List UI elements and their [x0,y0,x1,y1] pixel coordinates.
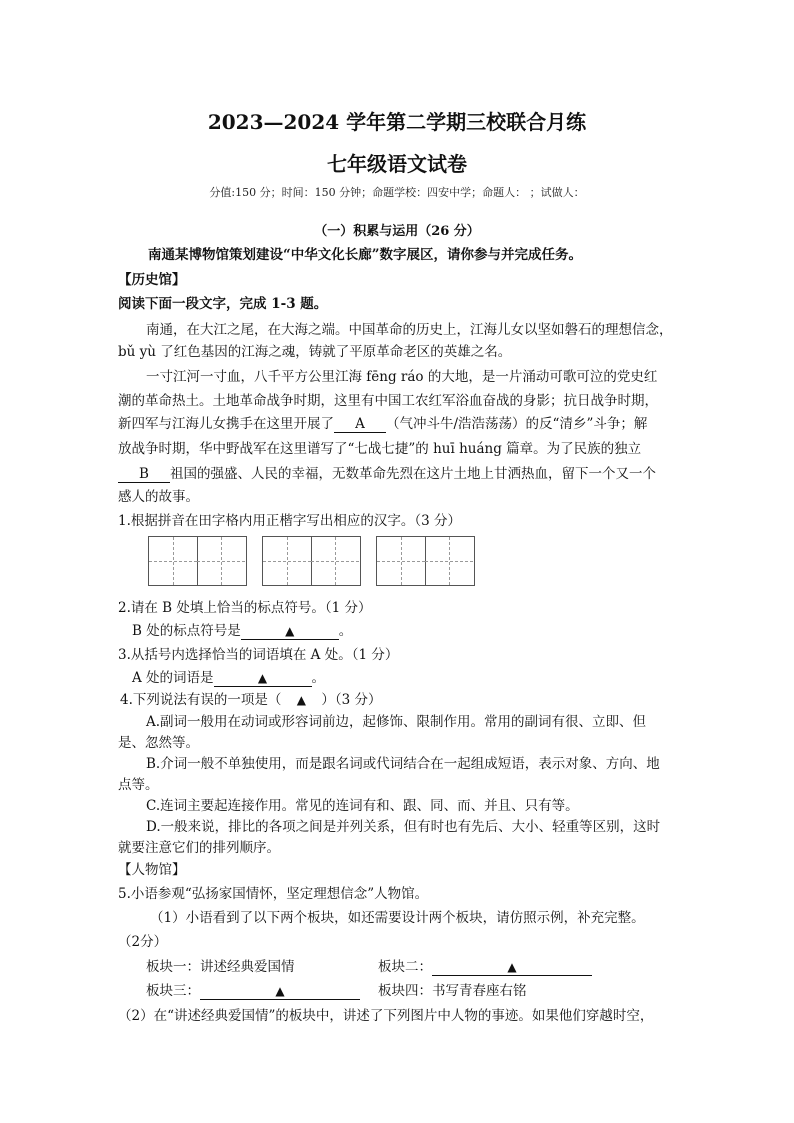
paragraph-line: 感人的故事。 [118,489,199,505]
paragraph-text: 新四军与江海儿女携手在这里开展了 [118,416,334,432]
option-c: C.连词主要起连接作用。常见的连词有和、跟、同、而、并且、只有等。 [146,798,579,814]
answer-blank[interactable]: ▲ [241,623,339,640]
question-5-1: （1）小语看到了以下两个板块，如还需要设计两个板块，请仿照示例，补充完整。 [150,910,645,926]
paragraph-line: 一寸江河一寸血，八千平方公里江海 fēng ráo 的大地，是一片涌动可歌可泣的党史红 [146,369,658,385]
answer-line-2: B 处的标点符号是 ▲ 。 [132,623,353,639]
question-text: ）（3 分） [321,692,382,708]
paragraph-text: 祖国的强盛、人民的幸福，无数革命先烈在这片土地上甘洒热血，留下一个又一个 [170,466,656,482]
question-1: 1.根据拼音在田字格内用正楷字写出相应的汉字。（3 分） [118,513,462,529]
hall-heading-people: 【人物馆】 [118,862,186,878]
tianzige-box-2[interactable] [262,536,361,586]
exam-title: 2023—2024 学年第二学期三校联合月练 [207,110,587,134]
question-5: 5.小语参观“弘扬家国情怀，坚定理想信念”人物馆。 [118,886,429,902]
paragraph-line: 潮的革命热土。土地革命战争时期，这里有中国工农红军浴血奋战的身影；抗日战争时期， [118,393,658,409]
option-a: A.副词一般用在动词或形容词前边，起修饰、限制作用。常用的副词有很、立即、但 [146,714,647,730]
exam-subtitle: 七年级语文试卷 [327,152,467,176]
section-intro: 南通某博物馆策划建设“中华文化长廊”数字展区，请你参与并完成任务。 [148,247,583,263]
hall-heading-history: 【历史馆】 [118,272,186,288]
option-b-cont: 点等。 [118,777,159,793]
paragraph-text: （气冲斗牛/浩浩荡荡）的反“清乡”斗争；解 [386,416,648,432]
answer-label: A 处的词语是 [132,670,214,686]
paragraph-line: bǔ yù 了红色基因的江海之魂，铸就了平原革命老区的英雄之名。 [118,344,512,360]
answer-label: B 处的标点符号是 [132,623,241,639]
answer-blank[interactable]: ▲ [296,693,306,707]
question-2: 2.请在 B 处填上恰当的标点符号。（1 分） [118,600,372,616]
section-title: （一）积累与运用（26 分） [314,224,480,239]
option-a-cont: 是、忽然等。 [118,735,199,751]
tianzige-box-1[interactable] [148,536,247,586]
tianzige-box-3[interactable] [376,536,475,586]
blank-a: A [334,416,386,433]
answer-blank[interactable]: ▲ [200,983,360,1000]
option-d: D.一般来说，排比的各项之间是并列关系，但有时也有先后、大小、轻重等区别，这时 [146,819,661,835]
question-5-2: （2）在“讲述经典爱国情”的板块中，讲述了下列图片中人物的事迹。如果他们穿越时空， [118,1008,654,1024]
board-3 [146,981,360,1001]
question-3: 3.从括号内选择恰当的词语填在 A 处。（1 分） [118,647,399,663]
board-4: 板块四：书写青春座右铭 [378,983,527,999]
answer-line-3: A 处的词语是 ▲ 。 [132,670,326,686]
answer-blank[interactable]: ▲ [432,959,592,976]
option-b: B.介词一般不单独使用，而是跟名词或代词结合在一起组成短语，表示对象、方向、地 [146,756,660,772]
board-2 [378,957,592,977]
question-4 [120,690,382,710]
paragraph-line: 南通，在大江之尾，在大海之端。中国革命的历史上，江海儿女以坚如磐石的理想信念， [146,322,673,338]
paragraph-line [118,414,647,434]
paragraph-line [118,464,656,484]
board-1: 板块一：讲述经典爱国情 [146,959,295,975]
exam-meta: 分值:150 分；时间：150 分钟；命题学校：四安中学；命题人： ；试做人： [209,186,585,199]
answer-blank[interactable]: ▲ [214,670,312,687]
paragraph-line: 放战争时期，华中野战军在这里谱写了“七战七捷”的 huī huáng 篇章。为了民族的独立 [118,441,642,457]
board-label: 板块二： [378,959,432,975]
reading-instruction: 阅读下面一段文字，完成 1-3 题。 [118,296,328,312]
question-text: 4.下列说法有误的一项是（ [120,692,282,708]
option-d-cont: 就要注意它们的排列顺序。 [118,840,280,856]
blank-b: B [118,466,170,483]
question-5-1-score: （2分） [118,934,168,950]
board-label: 板块三： [146,983,200,999]
